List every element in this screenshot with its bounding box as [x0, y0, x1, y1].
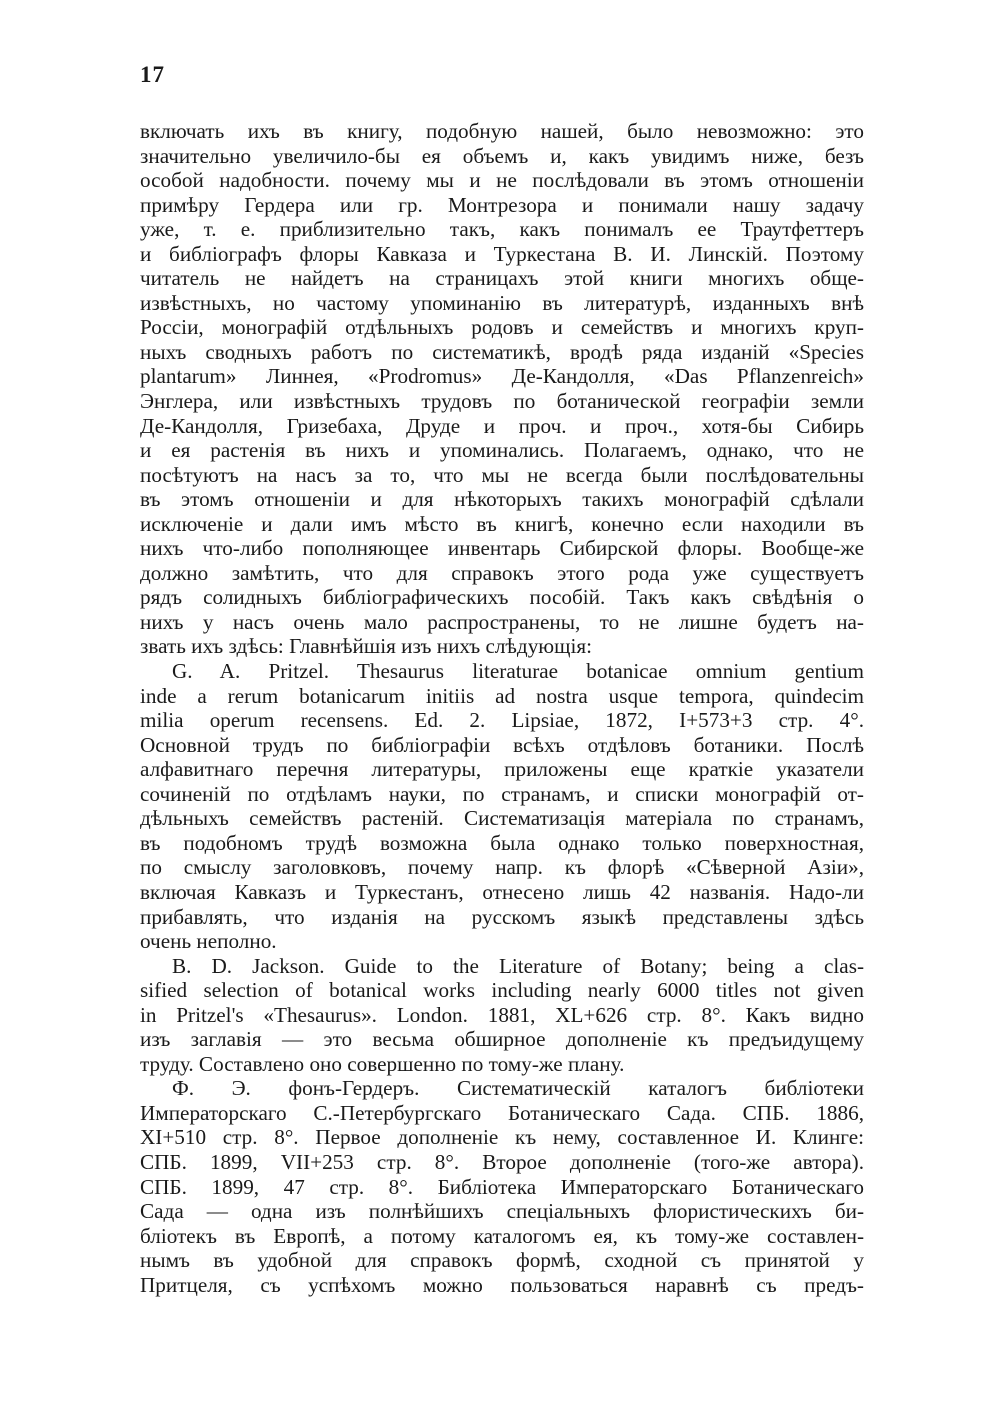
text-line: Притцеля, съ успѣхомъ можно пользоваться наравнѣ съ предъ-	[140, 1272, 864, 1297]
text-line: очень неполно.	[140, 929, 277, 954]
text-line: milia operum recensens. Ed. 2. Lipsiae, 1872, I+573+3 стр. 4°.	[140, 708, 864, 733]
text-line: значительно увеличило-бы ея объемъ и, какъ увидимъ ниже, безъ	[140, 143, 864, 168]
text-line: звать ихъ здѣсь: Главнѣйшія изъ нихъ слѣдующія:	[140, 634, 592, 659]
text-line: Россіи, монографій отдѣльныхъ родовъ и семействъ и многихъ круп-	[140, 315, 864, 340]
text-line: нымъ въ удобной для справокъ формѣ, сходной съ принятой у	[140, 1248, 864, 1273]
text-line: и ея растенія въ нихъ и упоминались. Полагаемъ, однако, что не	[140, 438, 864, 463]
text-line: исключеніе и дали имъ мѣсто въ книгѣ, конечно если находили въ	[140, 511, 864, 536]
text-line: inde a rerum botanicarum initiis ad nostra usque tempora, quindecim	[140, 683, 864, 708]
text-line: нихъ у насъ очень мало распространены, то не лишне будетъ на-	[140, 609, 864, 634]
text-line: plantarum» Линнея, «Prodromus» Де-Кандолля, «Das Pflanzenreich»	[140, 364, 864, 389]
text-line: прибавлять, что изданія на русскомъ языкѣ представлены здѣсь	[140, 904, 864, 929]
text-line: B. D. Jackson. Guide to the Literature of Botany; being a clas-	[172, 953, 864, 978]
text-line: включать ихъ въ книгу, подобную нашей, было невозможно: это	[140, 119, 864, 143]
text-line: нихъ что-либо пополняющее инвентарь Сибирской флоры. Вообще-же	[140, 536, 864, 561]
text-line: въ этомъ отношеніи и для нѣкоторыхъ такихъ монографій сдѣлали	[140, 487, 864, 512]
text-line: in Pritzel's «Thesaurus». London. 1881, XL+626 стр. 8°. Какъ видно	[140, 1002, 864, 1027]
text-line: посѣтуютъ на насъ за то, что мы не всегда были послѣдовательны	[140, 462, 864, 487]
text-line: ныхъ сводныхъ работъ по систематикѣ, вродѣ ряда изданій «Species	[140, 339, 864, 364]
text-line: G. A. Pritzel. Thesaurus literaturae botanicae omnium gentium	[172, 659, 864, 684]
page-number: 17	[140, 62, 165, 87]
text-line: сочиненій по отдѣламъ науки, по странамъ, и списки монографій от-	[140, 781, 864, 806]
text-line: должно замѣтить, что для справокъ этого рода уже существуетъ	[140, 560, 864, 585]
text-line: Ф. Э. фонъ-Гердеръ. Систематическій каталогъ библіотеки	[172, 1076, 864, 1101]
text-line: sified selection of botanical works including nearly 6000 titles not given	[140, 978, 864, 1003]
text-line: Сада — одна изъ полнѣйшихъ спеціальныхъ флористическихъ би-	[140, 1199, 864, 1224]
text-line: по смыслу заголовковъ, почему напр. къ флорѣ «Сѣверной Азіи»,	[140, 855, 864, 880]
text-line: Де-Кандолля, Гризебаха, Друде и проч. и проч., хотя-бы Сибирь	[140, 413, 864, 438]
text-line: рядъ солидныхъ библіографическихъ пособій. Такъ какъ свѣдѣнія о	[140, 585, 864, 610]
text-line: бліотекъ въ Европѣ, а потому каталогомъ ея, къ тому-же составлен-	[140, 1223, 864, 1248]
text-line: особой надобности. почему мы и не послѣдовали въ этомъ отношеніи	[140, 168, 864, 193]
text-line: въ подобномъ трудѣ возможна была однако только поверхностная,	[140, 830, 864, 855]
text-line: Императорскаго С.-Петербургскаго Ботаническаго Сада. СПБ. 1886,	[140, 1100, 864, 1125]
text-line: Энглера, или извѣстныхъ трудовъ по ботанической географіи земли	[140, 389, 864, 414]
text-line: Основной трудъ по библіографіи всѣхъ отдѣловъ ботаники. Послѣ	[140, 732, 864, 757]
text-line: алфавитнаго перечня литературы, приложены еще краткіе указатели	[140, 757, 864, 782]
text-line: примѣру Гердера или гр. Монтрезора и понимали нашу задачу	[140, 192, 864, 217]
text-line: изъ заглавія — это весьма обширное дополненіе къ предъидущему	[140, 1027, 864, 1052]
text-line: СПБ. 1899, 47 стр. 8°. Библіотека Императорскаго Ботаническаго	[140, 1174, 864, 1199]
body-text	[140, 119, 864, 1297]
text-line: включая Кавказъ и Туркестанъ, отнесено лишь 42 названія. Надо-ли	[140, 879, 864, 904]
text-line: извѣстныхъ, но частому упоминанію въ литературѣ, изданныхъ внѣ	[140, 290, 864, 315]
text-line: XI+510 стр. 8°. Первое дополненіе къ нему, составленное И. Клинге:	[140, 1125, 864, 1150]
text-line: читатель не найдетъ на страницахъ этой книги многихъ обще-	[140, 266, 864, 291]
text-line: и библіографъ флоры Кавказа и Туркестана В. И. Линскій. Поэтому	[140, 241, 864, 266]
text-line: дѣльныхъ семействъ растеній. Систематизація матеріала по странамъ,	[140, 806, 864, 831]
text-line: уже, т. е. приблизительно такъ, какъ понималъ ее Траутфеттеръ	[140, 217, 864, 242]
text-line: СПБ. 1899, VII+253 стр. 8°. Второе дополненіе (того-же автора).	[140, 1149, 864, 1174]
text-line: труду. Составлено оно совершенно по тому-же плану.	[140, 1051, 625, 1076]
